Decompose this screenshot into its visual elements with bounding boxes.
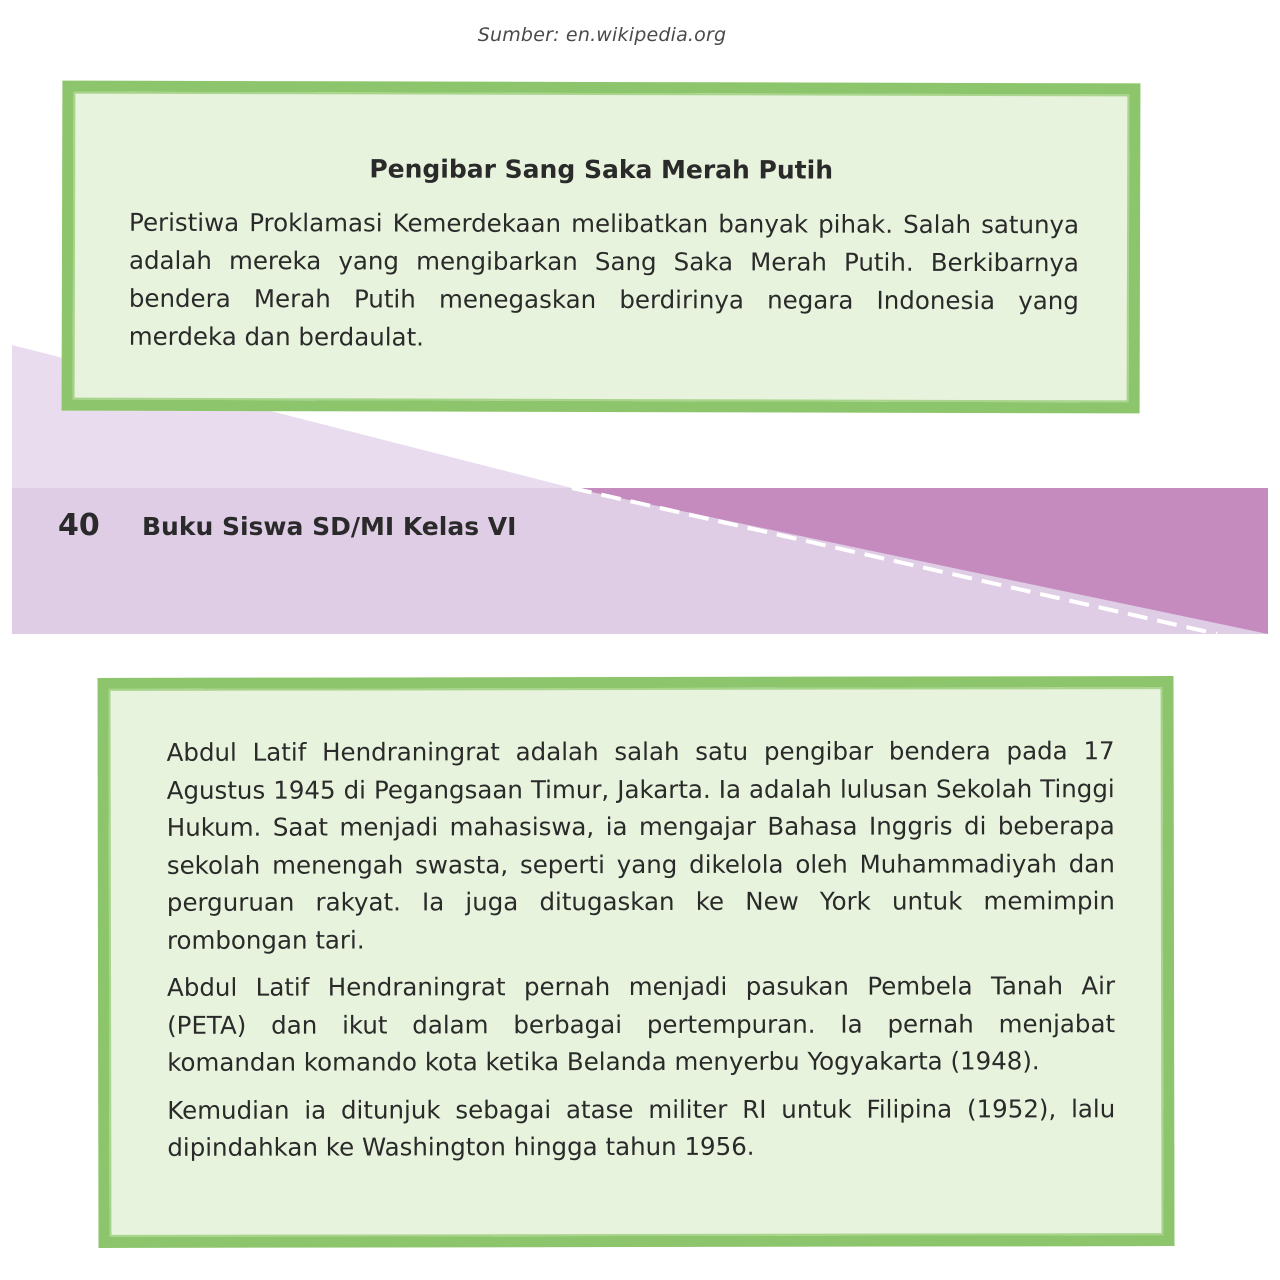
info-box-text: Peristiwa Proklamasi Kemerdekaan melibatkan banyak pihak. Salah satunya adalah mereka yang mengibarkan Sang Saka Merah Putih. Berkibarnya bendera Merah Putih menegaskan berdirinya negara Indonesia yang merdeka dan berdaulat.: [128, 207, 1080, 352]
info-box-body: [167, 732, 1116, 1176]
info-box-bottom: [98, 676, 1175, 1248]
info-box-top: [62, 81, 1141, 414]
paragraph: Abdul Latif Hendraningrat adalah salah satu pengibar bendera pada 17 Agustus 1945 di Pegangsaan Timur, Jakarta. Ia adalah lulusan Sekolah Tinggi Hukum. Saat menjadi mahasiswa, ia mengajar Bahasa Inggris di beberapa sekolah menengah swasta, seperti yang dikelola oleh Muhammadiyah dan perguruan rakyat. Ia juga ditugaskan ke New York untuk memimpin rombongan tari.: [166, 736, 1115, 955]
paragraph: Kemudian ia ditunjuk sebagai atase militer RI untuk Filipina (1952), lalu dipindahkan ke Washington hingga tahun 1956.: [167, 1093, 1116, 1162]
page-number: 40: [58, 508, 100, 543]
book-title: Buku Siswa SD/MI Kelas VI: [142, 512, 517, 541]
info-box-title: Pengibar Sang Saka Merah Putih: [369, 154, 834, 185]
paragraph: Abdul Latif Hendraningrat pernah menjadi pasukan Pembela Tanah Air (PETA) dan ikut dalam berbagai pertempuran. Ia pernah menjabat komandan komando kota ketika Belanda menyerbu Yogyakarta (1948).: [167, 971, 1116, 1077]
source-caption: Sumber: en.wikipedia.org: [477, 24, 727, 46]
